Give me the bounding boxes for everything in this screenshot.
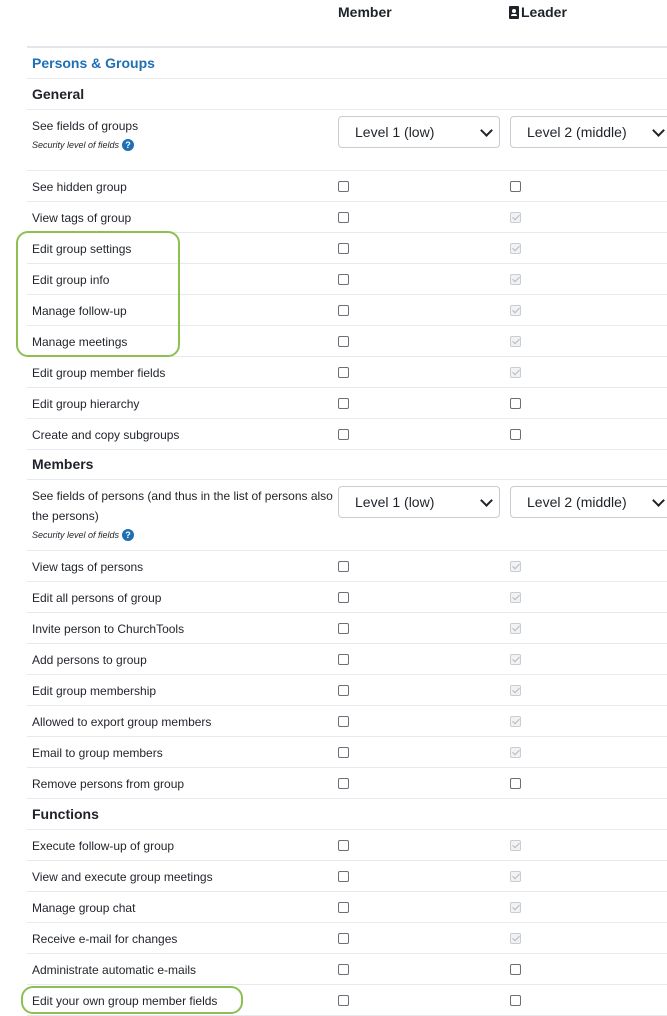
permission-label: Edit group member fields	[32, 366, 166, 380]
member-checkbox[interactable]	[338, 871, 349, 882]
permission-row	[27, 551, 667, 582]
permission-row	[27, 737, 667, 768]
section-members	[27, 449, 667, 480]
leader-level-select[interactable]	[510, 486, 667, 518]
leader-checkbox	[510, 933, 521, 944]
see-fields-of-persons-row	[27, 480, 667, 551]
member-column-header: Member	[338, 4, 392, 20]
leader-checkbox	[510, 871, 521, 882]
permission-label: Execute follow-up of group	[32, 839, 175, 853]
permission-label: Edit your own group member fields	[32, 994, 218, 1008]
leader-checkbox	[510, 592, 521, 603]
member-checkbox[interactable]	[338, 398, 349, 409]
security-level-note	[32, 529, 134, 541]
member-checkbox[interactable]	[338, 561, 349, 572]
permission-row	[27, 582, 667, 613]
permission-label: Edit group membership	[32, 684, 157, 698]
permission-row	[27, 830, 667, 861]
permission-label: Administrate automatic e-mails	[32, 963, 197, 977]
member-checkbox[interactable]	[338, 367, 349, 378]
permission-row	[27, 644, 667, 675]
member-checkbox[interactable]	[338, 212, 349, 223]
leader-checkbox	[510, 561, 521, 572]
permission-label: Receive e-mail for changes	[32, 932, 178, 946]
leader-checkbox	[510, 305, 521, 316]
leader-badge-icon	[509, 6, 519, 19]
member-checkbox[interactable]	[338, 964, 349, 975]
member-checkbox[interactable]	[338, 336, 349, 347]
permission-row	[27, 388, 667, 419]
leader-checkbox[interactable]	[510, 964, 521, 975]
permission-row	[27, 675, 667, 706]
leader-checkbox[interactable]	[510, 398, 521, 409]
member-checkbox[interactable]	[338, 778, 349, 789]
section-general	[27, 79, 667, 110]
member-checkbox[interactable]	[338, 747, 349, 758]
permission-row	[27, 613, 667, 644]
permission-row	[27, 892, 667, 923]
permission-label: Create and copy subgroups	[32, 428, 180, 442]
chevron-down-icon	[652, 494, 665, 507]
permission-label: Edit group info	[32, 273, 110, 287]
row-label: See fields of persons (and thus in the list of persons also	[32, 489, 333, 503]
member-checkbox[interactable]	[338, 623, 349, 634]
select-value: Level 1 (low)	[355, 494, 435, 510]
leader-checkbox	[510, 336, 521, 347]
permission-row	[27, 923, 667, 954]
leader-checkbox[interactable]	[510, 181, 521, 192]
leader-checkbox	[510, 367, 521, 378]
permission-row	[27, 954, 667, 985]
member-checkbox[interactable]	[338, 243, 349, 254]
leader-checkbox[interactable]	[510, 778, 521, 789]
highlight-outline	[21, 986, 243, 1014]
section-title: Functions	[32, 806, 99, 822]
select-value: Level 1 (low)	[355, 124, 435, 140]
permission-label: Remove persons from group	[32, 777, 185, 791]
leader-checkbox	[510, 747, 521, 758]
member-checkbox[interactable]	[338, 654, 349, 665]
permission-label: Manage meetings	[32, 335, 128, 349]
leader-checkbox	[510, 274, 521, 285]
permission-label: Manage group chat	[32, 901, 136, 915]
permission-label: View tags of persons	[32, 560, 144, 574]
row-label: See fields of groups	[32, 119, 139, 133]
permission-row	[27, 861, 667, 892]
member-checkbox[interactable]	[338, 592, 349, 603]
leader-column-label: Leader	[521, 4, 567, 20]
section-title: Members	[32, 456, 94, 472]
member-checkbox[interactable]	[338, 429, 349, 440]
section-functions	[27, 799, 667, 830]
permission-label: Edit group hierarchy	[32, 397, 140, 411]
security-level-note	[32, 139, 134, 151]
chevron-down-icon	[652, 124, 665, 137]
permission-row	[27, 202, 667, 233]
leader-checkbox	[510, 840, 521, 851]
member-checkbox[interactable]	[338, 181, 349, 192]
leader-checkbox	[510, 212, 521, 223]
permission-row	[27, 419, 667, 450]
permission-row	[27, 768, 667, 799]
highlight-outline	[16, 231, 180, 357]
leader-checkbox	[510, 685, 521, 696]
leader-checkbox	[510, 654, 521, 665]
column-header	[0, 0, 667, 46]
permission-label: Allowed to export group members	[32, 715, 212, 729]
row-label-continued: the persons)	[32, 509, 99, 523]
leader-column-header	[509, 4, 567, 20]
member-checkbox[interactable]	[338, 995, 349, 1006]
member-checkbox[interactable]	[338, 305, 349, 316]
permission-label: Add persons to group	[32, 653, 147, 667]
help-icon[interactable]: ?	[122, 139, 134, 151]
permission-label: Manage follow-up	[32, 304, 127, 318]
permission-label: Email to group members	[32, 746, 163, 760]
member-level-select[interactable]	[338, 486, 500, 518]
permission-label: See hidden group	[32, 180, 127, 194]
member-checkbox[interactable]	[338, 840, 349, 851]
help-icon[interactable]: ?	[122, 529, 134, 541]
member-checkbox[interactable]	[338, 933, 349, 944]
member-checkbox[interactable]	[338, 902, 349, 913]
leader-checkbox[interactable]	[510, 995, 521, 1006]
member-level-select[interactable]	[338, 116, 500, 148]
permission-label: Invite person to ChurchTools	[32, 622, 185, 636]
leader-checkbox	[510, 716, 521, 727]
permission-label: View and execute group meetings	[32, 870, 213, 884]
chevron-down-icon	[480, 124, 493, 137]
member-checkbox[interactable]	[338, 716, 349, 727]
permission-label: Edit all persons of group	[32, 591, 162, 605]
permission-row	[27, 706, 667, 737]
section-persons-groups	[27, 48, 667, 79]
permission-label: Edit group settings	[32, 242, 132, 256]
member-checkbox[interactable]	[338, 685, 349, 696]
select-value: Level 2 (middle)	[527, 124, 627, 140]
chevron-down-icon	[480, 494, 493, 507]
leader-checkbox	[510, 243, 521, 254]
select-value: Level 2 (middle)	[527, 494, 627, 510]
leader-level-select[interactable]	[510, 116, 667, 148]
section-title: General	[32, 86, 85, 102]
leader-checkbox	[510, 623, 521, 634]
security-level-label: Security level of fields	[32, 530, 120, 540]
security-level-label: Security level of fields	[32, 140, 120, 150]
permission-label: View tags of group	[32, 211, 132, 225]
member-checkbox[interactable]	[338, 274, 349, 285]
leader-checkbox	[510, 902, 521, 913]
leader-checkbox[interactable]	[510, 429, 521, 440]
permission-row	[27, 357, 667, 388]
section-title: Persons & Groups	[32, 55, 155, 71]
see-fields-of-groups-row	[27, 110, 667, 171]
permission-row	[27, 171, 667, 202]
